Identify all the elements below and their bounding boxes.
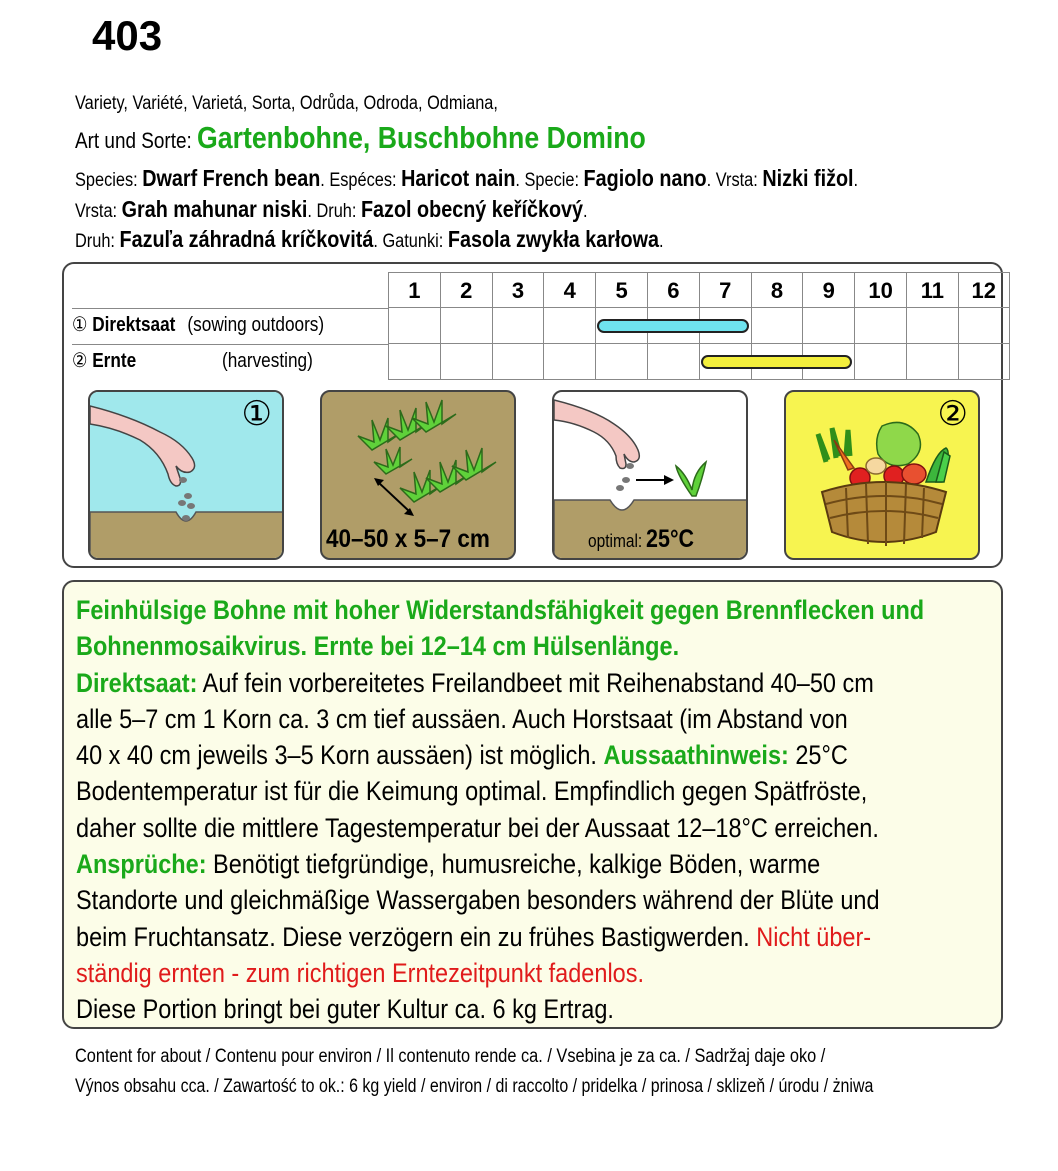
spacing-text: 40–50 x 5–7 cm [326, 525, 490, 553]
month-cell [854, 344, 906, 380]
footer-text-1: Content for about / Contenu pour environ / Il contenuto rende ca. / Vsebina je za ca. / Sadržaj daje oko / [75, 1046, 826, 1067]
calendar-row-harvest [72, 344, 1000, 380]
direktsaat-line-3 [76, 737, 981, 773]
aussaat-line-2: Bodentemperatur ist für die Keimung optimal. Empfindlich gegen Spätfröste, [76, 776, 868, 807]
harvest-period-bar [701, 355, 852, 369]
ansprueche-heading: Ansprüche: [76, 849, 207, 880]
temperature-label [588, 525, 711, 554]
harvest-label [72, 344, 147, 380]
sowing-period-bar [597, 319, 748, 333]
temperature-prefix: optimal: [588, 531, 643, 551]
ansprueche-text-3: beim Fruchtansatz. Diese verzögern ein zu frühes Bastigwerden. [76, 921, 757, 952]
footer-line-2 [75, 1076, 1025, 1098]
species-line-1-end: . [853, 170, 859, 191]
species-name-fr: Haricot nain [401, 165, 516, 191]
harvest-name: Ernte [92, 350, 137, 372]
month-header-12: 12 [958, 272, 1010, 308]
species-label-it: . Specie: [515, 170, 580, 191]
species-label-en: Species: [75, 170, 138, 191]
species-line-3 [75, 226, 759, 253]
intro-line-2: Bohnenmosaikvirus. Ernte bei 12–14 cm Hülsenlänge. [76, 631, 680, 662]
art-label: Art und Sorte: [75, 128, 192, 153]
ansprueche-line-3 [76, 919, 981, 955]
footer-text-2: Výnos obsahu cca. / Zawartość to ok.: 6 kg yield / environ / di raccolto / pridelka / prinosa / sklizeň / úrodu / żniwa [75, 1076, 874, 1097]
variety-text: Variety, Variété, Varietá, Sorta, Odrůda, Odroda, Odmiana, [75, 93, 498, 114]
species-line-2-end: . [583, 201, 588, 222]
direktsaat-heading: Direktsaat: [76, 667, 198, 698]
product-name: Gartenbohne, Buschbohne Domino [197, 120, 646, 155]
species-name-cz: Fazol obecný keříčkový [360, 196, 584, 222]
info-panel [62, 580, 1003, 1029]
pictogram-spacing [320, 390, 516, 560]
month-cell [440, 308, 492, 344]
spacing-label [326, 525, 508, 554]
month-cell [440, 344, 492, 380]
species-line-1 [75, 165, 986, 192]
month-cell [543, 344, 595, 380]
species-name-it: Fagiolo nano [583, 165, 707, 191]
species-label-sk: Druh: [75, 231, 115, 252]
month-header-9: 9 [802, 272, 854, 308]
month-cell [388, 308, 440, 344]
sowing-label-wrap [72, 308, 324, 342]
month-cell [802, 308, 854, 344]
pictogram-temperature [552, 390, 748, 560]
species-name-pl: Fasola zwykła karłowa [447, 226, 659, 252]
temperature-wrap [588, 525, 694, 554]
sowing-label [72, 308, 365, 344]
month-cell [492, 308, 544, 344]
species-line-1-wrap [75, 165, 858, 192]
species-label-cz: . Druh: [307, 201, 357, 222]
month-header-2: 2 [440, 272, 492, 308]
month-header-4: 4 [543, 272, 595, 308]
species-name-sl: Nizki fižol [762, 165, 854, 191]
month-cell [492, 344, 544, 380]
step2-badge: ② [937, 395, 968, 433]
pictogram-sowing [88, 390, 284, 560]
direktsaat-text-3: 40 x 40 cm jeweils 3–5 Korn aussäen) ist möglich. [76, 740, 604, 771]
month-cell [647, 344, 699, 380]
step1-badge: ① [241, 395, 272, 433]
species-line-3-wrap [75, 226, 663, 253]
month-cell [388, 344, 440, 380]
harvest-desc-cell [222, 344, 328, 380]
month-cell [543, 308, 595, 344]
calendar-row-divider [72, 344, 388, 345]
direktsaat-line-2: alle 5–7 cm 1 Korn ca. 3 cm tief aussäen. Auch Horstsaat (im Abstand von [76, 703, 848, 734]
month-cell [906, 308, 958, 344]
harvest-desc: (harvesting) [222, 350, 313, 372]
month-cell [906, 344, 958, 380]
month-header-7: 7 [699, 272, 751, 308]
month-header-8: 8 [751, 272, 803, 308]
ansprueche-text-1: Benötigt tiefgründige, humusreiche, kalkige Böden, warme [206, 849, 821, 880]
month-cell [958, 308, 1010, 344]
species-label-fr: . Espéces: [320, 170, 397, 191]
calendar-table [72, 272, 1000, 388]
month-header-1: 1 [388, 272, 440, 308]
pictogram-harvest [784, 390, 980, 560]
intro-line-1: Feinhülsige Bohne mit hoher Widerstandsfähigkeit gegen Brennflecken und [76, 595, 925, 625]
temperature-value: 25°C [646, 525, 695, 553]
calendar-row-sowing [72, 308, 1000, 344]
species-line-2-wrap [75, 196, 588, 223]
species-label-hr: Vrsta: [75, 201, 118, 222]
sowing-name: Direktsaat [92, 314, 176, 336]
species-name-en: Dwarf French bean [142, 165, 321, 191]
direktsaat-line-1 [76, 665, 981, 701]
warning-line-2: ständig ernten - zum richtigen Erntezeitpunkt fadenlos. [76, 957, 645, 988]
species-name-hr: Grah mahunar niski [121, 196, 308, 222]
month-header-5: 5 [595, 272, 647, 308]
yield-line: Diese Portion bringt bei guter Kultur ca. 6 kg Ertrag. [76, 994, 614, 1025]
month-header-3: 3 [492, 272, 544, 308]
month-header-row [72, 272, 1000, 308]
month-cell [595, 344, 647, 380]
ansprueche-line-1 [76, 846, 981, 882]
harvest-number: ② [72, 350, 88, 372]
species-line-2 [75, 196, 671, 223]
info-text [76, 592, 981, 1028]
aussaat-line-3: daher sollte die mittlere Tagestemperatur bei der Aussaat 12–18°C erreichen. [76, 812, 879, 843]
month-cell [751, 308, 803, 344]
calendar-panel [62, 262, 1003, 568]
ansprueche-line-2: Standorte und gleichmäßige Wassergaben besonders während der Blüte und [76, 885, 880, 916]
direktsaat-text-1: Auf fein vorbereitetes Freilandbeet mit Reihenabstand 40–50 cm [197, 667, 874, 698]
species-label-sl: . Vrsta: [706, 170, 758, 191]
warning-text-1: Nicht über- [756, 921, 872, 952]
aussaat-heading: Aussaathinweis: [603, 740, 789, 771]
art-line [75, 120, 739, 156]
variety-line [75, 93, 567, 115]
month-cell [958, 344, 1010, 380]
harvest-label-wrap [72, 344, 136, 378]
month-header-6: 6 [647, 272, 699, 308]
product-number: 403 [92, 12, 163, 59]
species-label-pl: . Gatunki: [373, 231, 444, 252]
species-line-3-end: . [658, 231, 664, 252]
sowing-number: ① [72, 314, 88, 336]
sowing-desc: (sowing outdoors) [187, 314, 325, 336]
month-header-10: 10 [854, 272, 906, 308]
month-cell [854, 308, 906, 344]
aussaat-text-1: 25°C [788, 740, 848, 771]
footer-line-1 [75, 1046, 947, 1068]
calendar-row-divider [72, 308, 388, 309]
art-wrap [75, 120, 646, 156]
month-header-11: 11 [906, 272, 958, 308]
species-name-sk: Fazuľa záhradná kríčkovitá [119, 226, 374, 252]
